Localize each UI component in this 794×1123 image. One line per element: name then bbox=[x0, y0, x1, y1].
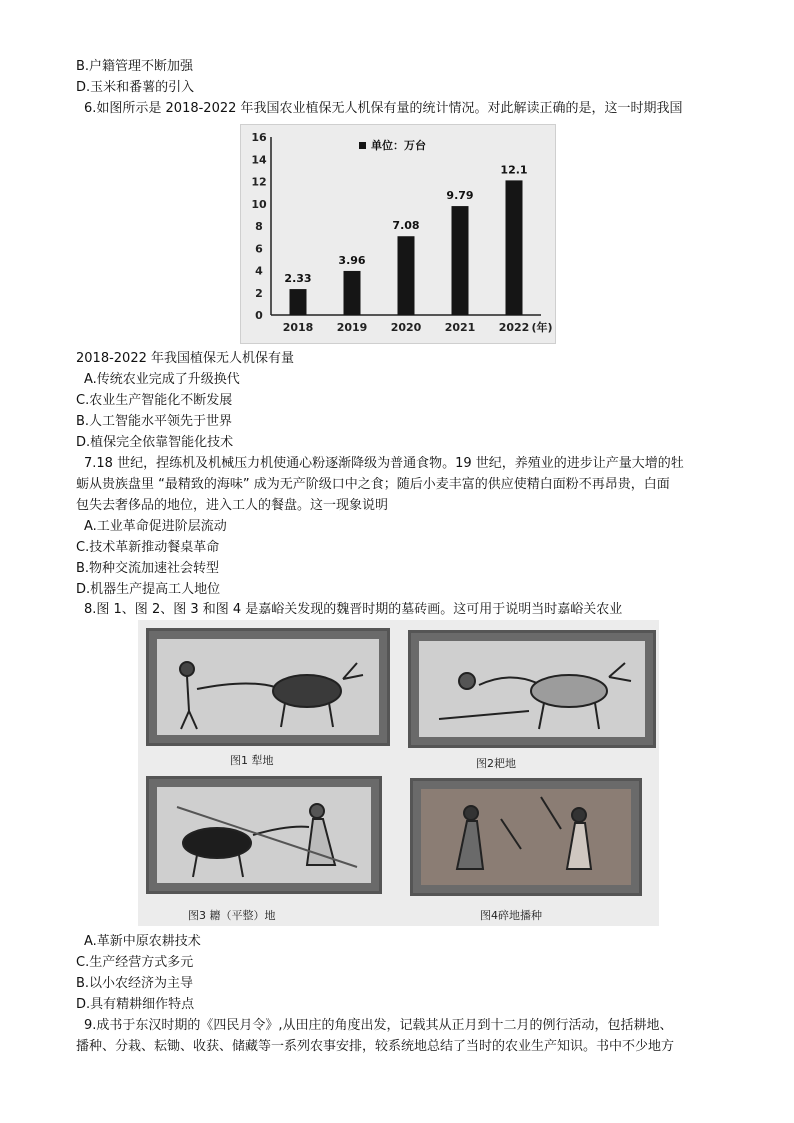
bar-value-label: 12.1 bbox=[500, 163, 528, 177]
y-tick-label: 2 bbox=[255, 286, 263, 300]
x-tick-label: 2019 bbox=[336, 321, 368, 334]
figure-3-caption: 图3 耱（平整）地 bbox=[188, 909, 276, 922]
option-b-q5: B.户籍管理不断加强 bbox=[76, 59, 194, 74]
y-tick-label: 12 bbox=[251, 175, 267, 189]
leveling-scene-sketch bbox=[157, 787, 371, 883]
y-tick-label: 4 bbox=[255, 264, 263, 278]
sowing-scene-sketch bbox=[421, 789, 631, 885]
chart-caption: 2018-2022 年我国植保无人机保有量 bbox=[76, 351, 294, 366]
option-b-q6: B.人工智能水平领先于世界 bbox=[76, 414, 233, 429]
x-tick-label: 2018 bbox=[282, 321, 314, 334]
figure-1-caption: 图1 犁地 bbox=[230, 754, 274, 767]
bar-2021 bbox=[452, 206, 469, 315]
option-c-q8: C.生产经营方式多元 bbox=[76, 955, 194, 970]
option-d-q5: D.玉米和番薯的引入 bbox=[76, 80, 195, 95]
y-tick-label: 0 bbox=[255, 309, 263, 322]
option-c-q7: C.技术革新推动餐桌革命 bbox=[76, 540, 220, 555]
question-6-stem: 6.如图所示是 2018-2022 年我国农业植保无人机保有量的统计情况。对此解读正确的是，这一时期我国 bbox=[84, 101, 683, 116]
option-b-q8: B.以小农经济为主导 bbox=[76, 976, 194, 991]
bar-value-label: 9.79 bbox=[446, 189, 474, 203]
legend-swatch bbox=[359, 142, 366, 149]
question-7-stem-line2: 蛎从贵族盘里 “最精致的海味” 成为无产阶级口中之食；随后小麦丰富的供应使精白面粉不再昂贵，白面 bbox=[76, 477, 670, 492]
bar-2019 bbox=[344, 271, 361, 315]
figure-4-caption: 图4碎地播种 bbox=[480, 909, 542, 922]
figure-2-caption: 图2耙地 bbox=[476, 757, 516, 770]
question-8-stem: 8.图 1、图 2、图 3 和图 4 是嘉峪关发现的魏晋时期的墓砖画。这可用于说明当时嘉峪关农业 bbox=[84, 602, 623, 617]
harrowing-scene-sketch bbox=[419, 641, 645, 737]
x-axis-unit: (年) bbox=[531, 321, 553, 334]
y-tick-label: 14 bbox=[251, 153, 267, 167]
x-tick-label: 2021 bbox=[444, 321, 476, 334]
question-9-stem-line2: 播种、分栽、耘锄、收获、储藏等一系列农事安排，较系统地总结了当时的农业生产知识。书中不少地方 bbox=[76, 1039, 675, 1054]
option-a-q7: A.工业革命促进阶层流动 bbox=[84, 519, 227, 534]
figure-4-sowing-image bbox=[410, 778, 642, 896]
y-tick-label: 10 bbox=[251, 197, 267, 211]
x-tick-label: 2022 bbox=[498, 321, 530, 334]
bar-2018 bbox=[290, 289, 307, 315]
y-tick-label: 16 bbox=[251, 131, 267, 144]
tomb-brick-paintings bbox=[138, 620, 659, 926]
bar-2020 bbox=[398, 236, 415, 315]
question-7-stem-line3: 包失去奢侈品的地位，进入工人的餐盘。这一现象说明 bbox=[76, 498, 389, 513]
figure-2-harrowing-image bbox=[408, 630, 656, 748]
bar-value-label: 3.96 bbox=[338, 253, 366, 267]
option-c-q6: C.农业生产智能化不断发展 bbox=[76, 393, 233, 408]
option-d-q7: D.机器生产提高工人地位 bbox=[76, 582, 221, 597]
y-tick-label: 6 bbox=[255, 242, 263, 256]
option-d-q6: D.植保完全依靠智能化技术 bbox=[76, 435, 234, 450]
option-b-q7: B.物种交流加速社会转型 bbox=[76, 561, 220, 576]
y-tick-label: 8 bbox=[255, 220, 263, 233]
bar-chart-svg bbox=[241, 125, 555, 343]
legend-label: 单位：万台 bbox=[371, 139, 426, 152]
option-a-q8: A.革新中原农耕技术 bbox=[84, 934, 201, 949]
bar-value-label: 2.33 bbox=[284, 272, 312, 286]
question-9-stem-line1: 9.成书于东汉时期的《四民月令》,从田庄的角度出发，记载其从正月到十二月的例行活动，包括耕地、 bbox=[84, 1018, 673, 1033]
question-7-stem-line1: 7.18 世纪，捏练机及机械压力机使通心粉逐渐降级为普通食物。19 世纪，养殖业的进步让产量大增的牡 bbox=[84, 456, 684, 471]
bar-value-label: 7.08 bbox=[392, 219, 420, 233]
drone-bar-chart bbox=[240, 124, 556, 344]
x-tick-label: 2020 bbox=[390, 321, 422, 334]
option-a-q6: A.传统农业完成了升级换代 bbox=[84, 372, 240, 387]
figure-1-plowing-image bbox=[146, 628, 390, 746]
bar-2022 bbox=[506, 180, 523, 315]
plowing-scene-sketch bbox=[157, 639, 379, 735]
figure-3-leveling-image bbox=[146, 776, 382, 894]
option-d-q8: D.具有精耕细作特点 bbox=[76, 997, 195, 1012]
